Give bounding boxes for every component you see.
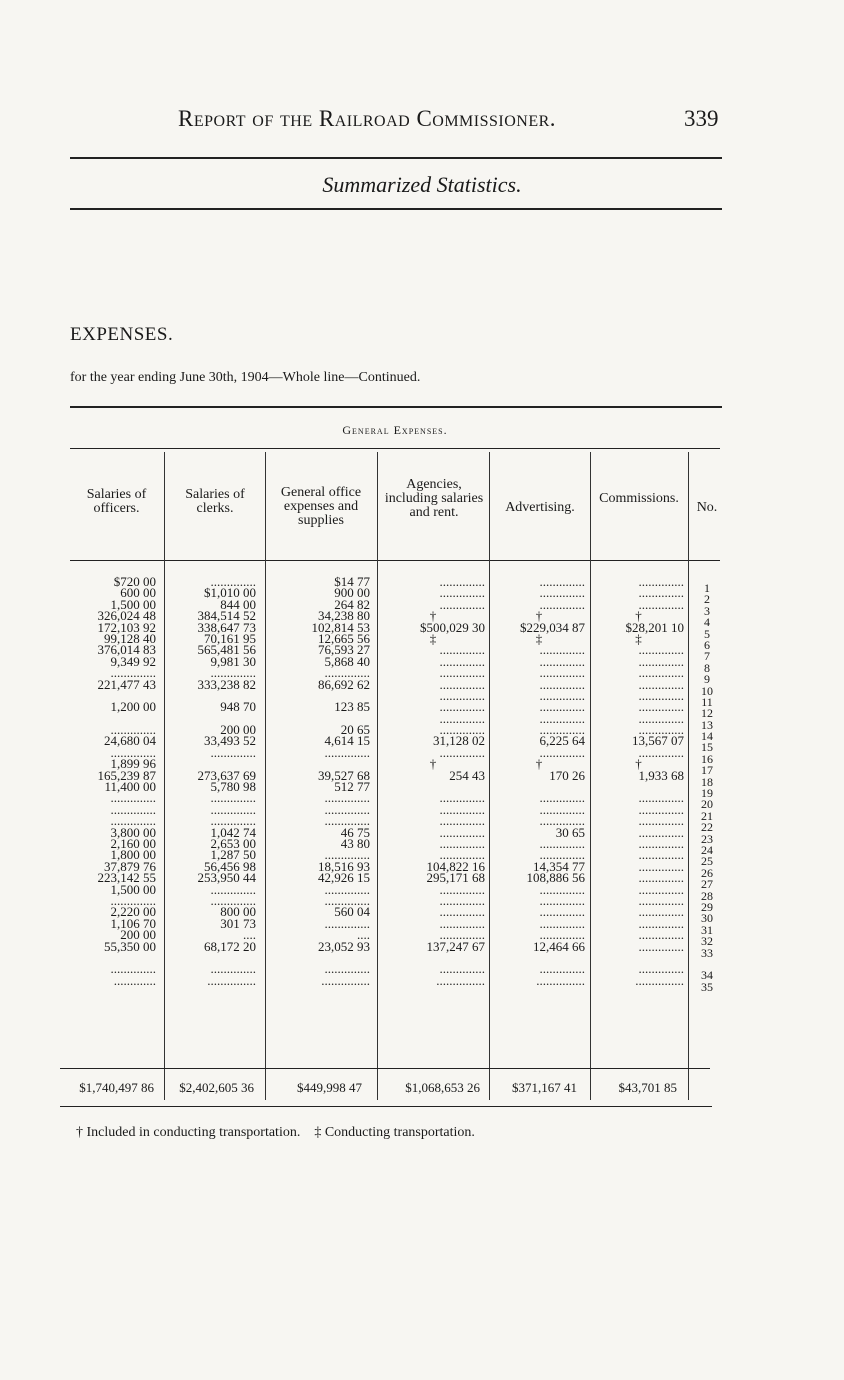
line-number: 1	[704, 581, 710, 595]
table-cell: 70,161 95	[204, 630, 256, 646]
table-cell: †	[429, 608, 437, 624]
table-cell: 55,350 00	[104, 938, 156, 954]
table-cell: 165,239 87	[97, 767, 156, 783]
table-cell: 1,200 00	[110, 699, 156, 715]
table-cell: ..............	[638, 574, 684, 589]
table-cell: ..............	[539, 801, 585, 817]
table-cell: ..............	[439, 892, 485, 908]
line-number: 4	[704, 615, 710, 630]
table-cell: ..............	[638, 665, 684, 681]
table-cell: 2,220 00	[110, 904, 156, 920]
totals-rule	[60, 1068, 710, 1069]
column-divider	[164, 452, 165, 1100]
table-cell: 512 77	[334, 779, 370, 795]
line-number: 17	[701, 763, 713, 778]
column-divider	[377, 452, 378, 1100]
line-number: 33	[701, 945, 713, 960]
table-cell: ..............	[210, 744, 256, 760]
header-salaries-officers: Salaries of officers.	[86, 487, 147, 516]
table-cell: $28,201 10	[625, 619, 684, 635]
table-cell: ..............	[210, 813, 256, 829]
table-cell: 170 26	[549, 767, 585, 783]
table-cell: ..............	[539, 574, 585, 589]
table-cell: ..............	[210, 665, 256, 681]
table-cell: ..............	[539, 722, 585, 738]
table-cell: ..............	[638, 790, 684, 806]
bottom-rule	[60, 1106, 712, 1107]
line-number: 14	[701, 729, 713, 744]
table-cell: ..............	[210, 892, 256, 908]
table-cell: 948 70	[220, 699, 256, 715]
table-cell: ..............	[539, 813, 585, 829]
column-agencies	[381, 576, 485, 986]
table-cell: 3,800 00	[110, 824, 156, 840]
table-cell: 1,500 00	[110, 596, 156, 612]
table-cell: 11,400 00	[104, 779, 156, 795]
table-cell: ‡	[635, 630, 642, 646]
table-cell: ..............	[638, 676, 684, 692]
column-divider	[590, 452, 591, 1100]
table-cell: †	[635, 756, 642, 772]
table-cell: ..............	[439, 699, 485, 715]
table-cell: 253,950 44	[197, 870, 256, 886]
total-advertising: $371,167 41	[512, 1080, 577, 1095]
column-salaries-clerks	[166, 576, 256, 986]
table-cell: ..............	[539, 710, 585, 726]
table-cell: ..............	[110, 744, 156, 760]
table-cell: 223,142 55	[97, 870, 156, 886]
column-advertising	[493, 576, 585, 986]
line-number: 5	[704, 626, 710, 641]
table-cell: ..............	[324, 915, 370, 931]
table-cell: 68,172 20	[204, 938, 256, 954]
line-number: 25	[701, 854, 713, 869]
table-cell: 1,899 96	[110, 756, 156, 772]
table-cell: ..............	[110, 722, 156, 738]
table-cell: ..............	[439, 881, 485, 897]
table-cell: ..............	[439, 847, 485, 863]
table-cell: ..............	[110, 813, 156, 829]
subtitle-rule	[70, 208, 722, 210]
table-cell: ..............	[539, 835, 585, 851]
header-agencies: Agencies, including salaries and rent.	[384, 477, 484, 520]
line-number: 19	[701, 786, 713, 801]
table-cell: ..............	[439, 665, 485, 681]
table-cell: ..............	[638, 722, 684, 738]
table-cell: 1,287 50	[210, 847, 256, 863]
table-cell: 172,103 92	[97, 619, 156, 635]
table-cell: 254 43	[449, 767, 485, 783]
table-cell: ..............	[638, 915, 684, 931]
table-cell: 137,247 67	[426, 938, 485, 954]
table-cell: ..............	[110, 892, 156, 908]
table-cell: 9,981 30	[210, 653, 256, 669]
line-number: 15	[701, 740, 713, 755]
table-cell: ...............	[536, 972, 585, 988]
line-number: 2	[704, 592, 710, 607]
table-cell: 5,868 40	[324, 653, 370, 669]
line-number: 35	[701, 979, 713, 994]
table-cell: ..............	[324, 801, 370, 817]
table-cell: ..............	[439, 687, 485, 703]
table-cell: 338,647 73	[197, 619, 256, 635]
table-cell: 560 04	[334, 904, 370, 920]
table-cell: ..............	[638, 653, 684, 669]
table-cell: ..............	[638, 847, 684, 863]
table-cell: ‡	[535, 630, 543, 646]
table-cell: $500,029 30	[420, 619, 485, 635]
table-cell: 31,128 02	[433, 733, 485, 749]
total-general-office: $449,998 47	[297, 1080, 362, 1095]
table-cell: ..............	[638, 801, 684, 817]
page-number: 339	[684, 106, 719, 131]
table-cell: ..............	[638, 585, 684, 601]
table-cell: ..............	[539, 699, 585, 715]
table-cell: ..............	[638, 938, 684, 954]
table-cell: 102,814 53	[311, 619, 370, 635]
table-cell: ..............	[638, 858, 684, 874]
table-cell: ..............	[324, 813, 370, 829]
footnotes: † Included in conducting transportation. ‡ Conducting transportation.	[76, 1125, 475, 1140]
table-cell: ..............	[539, 687, 585, 703]
table-cell: ..............	[539, 881, 585, 897]
table-cell: $229,034 87	[520, 619, 585, 635]
table-cell: ....	[357, 927, 370, 943]
table-cell: 301 73	[220, 915, 256, 931]
table-cell: ..............	[539, 642, 585, 658]
line-number: 23	[701, 831, 713, 846]
table-cell: ..............	[210, 790, 256, 806]
table-cell: ..............	[539, 961, 585, 977]
table-cell: ..............	[439, 835, 485, 851]
table-cell: ..............	[324, 961, 370, 977]
table-cell: 565,481 56	[197, 642, 256, 658]
table-cell: †	[535, 756, 543, 772]
table-cell: ..............	[439, 676, 485, 692]
line-number: 21	[701, 808, 713, 823]
table-cell: †	[429, 756, 437, 772]
table-cell: 1,106 70	[110, 915, 156, 931]
table-cell: 42,926 15	[318, 870, 370, 886]
table-cell: 86,692 62	[318, 676, 370, 692]
table-cell: ..............	[439, 596, 485, 612]
table-cell: ...............	[436, 972, 485, 988]
table-cell: ..............	[539, 596, 585, 612]
table-cell: 9,349 92	[110, 653, 156, 669]
header-advertising: Advertising.	[505, 500, 575, 515]
header-general-office: General office expenses and supplies	[280, 485, 362, 528]
table-cell: ..............	[638, 824, 684, 840]
table-cell: ..............	[638, 813, 684, 829]
table-cell: 18,516 93	[318, 858, 370, 874]
table-cell: ...............	[635, 972, 684, 988]
table-cell: ..............	[638, 596, 684, 612]
table-cell: ..............	[210, 961, 256, 977]
table-cell: ..............	[539, 585, 585, 601]
table-cell: ....	[243, 927, 256, 943]
table-cell: ..............	[539, 665, 585, 681]
table-cell: 273,637 69	[197, 767, 256, 783]
table-cell: 13,567 07	[632, 733, 684, 749]
table-cell: ..............	[439, 801, 485, 817]
table-cell: ..............	[539, 847, 585, 863]
table-cell: ..............	[539, 927, 585, 943]
table-cell: ..............	[439, 642, 485, 658]
table-cell: .............	[113, 972, 156, 988]
table-cell: 800 00	[220, 904, 256, 920]
table-cell: ..............	[638, 961, 684, 977]
table-cell: 295,171 68	[426, 870, 485, 886]
table-cell: ‡	[429, 630, 437, 646]
table-cell: 264 82	[334, 596, 370, 612]
table-cell: $720 00	[113, 574, 156, 589]
table-cell: ..............	[539, 904, 585, 920]
table-cell: ..............	[439, 927, 485, 943]
table-cell: 2,653 00	[210, 835, 256, 851]
table-cell: ..............	[324, 881, 370, 897]
header-rule	[70, 560, 720, 561]
table-cell: ..............	[324, 744, 370, 760]
table-cell: 1,800 00	[110, 847, 156, 863]
table-cell: 221,477 43	[97, 676, 156, 692]
header-salaries-clerks: Salaries of clerks.	[185, 487, 245, 516]
table-cell: 6,225 64	[539, 733, 585, 749]
line-number: 26	[701, 865, 713, 880]
table-cell: ..............	[539, 653, 585, 669]
table-cell: 43 80	[340, 835, 370, 851]
table-cell: 108,886 56	[526, 870, 585, 886]
table-caption: for the year ending June 30th, 1904—Whole line—Continued.	[70, 370, 421, 385]
column-divider	[489, 452, 490, 1100]
table-cell: 376,014 83	[97, 642, 156, 658]
table-cell: †	[535, 608, 543, 624]
table-cell: ..............	[439, 744, 485, 760]
table-cell: ..............	[210, 801, 256, 817]
page-subtitle: Summarized Statistics.	[322, 172, 522, 197]
line-number: 29	[701, 899, 713, 914]
running-head: Report of the Railroad Commissioner.	[178, 106, 557, 131]
table-cell: ..............	[439, 574, 485, 589]
table-cell: 20 65	[340, 722, 370, 738]
table-cell: ..............	[110, 790, 156, 806]
column-general-office	[270, 576, 370, 986]
table-cell: 2,160 00	[110, 835, 156, 851]
table-cell: ..............	[539, 744, 585, 760]
table-cell: ..............	[439, 961, 485, 977]
line-number: 31	[701, 922, 713, 937]
table-cell: 200 00	[220, 722, 256, 738]
line-number: 3	[704, 603, 710, 618]
table-cell: ...............	[321, 972, 370, 988]
table-cell: ..............	[439, 824, 485, 840]
table-cell: ..............	[638, 710, 684, 726]
group-rule	[70, 448, 720, 449]
line-number: 18	[701, 774, 713, 789]
line-number: 8	[704, 660, 710, 675]
line-number: 32	[701, 934, 713, 949]
table-cell: 30 65	[555, 824, 585, 840]
line-number: 30	[701, 911, 713, 926]
table-cell: 900 00	[334, 585, 370, 601]
table-cell: 5,780 98	[210, 779, 256, 795]
line-number: 27	[701, 877, 713, 892]
total-salaries-clerks: $2,402,605 36	[179, 1080, 254, 1095]
header-commissions: Commissions.	[599, 491, 679, 506]
line-number: 16	[701, 751, 713, 766]
table-cell: 1,500 00	[110, 881, 156, 897]
table-cell: ..............	[439, 790, 485, 806]
table-cell: ..............	[439, 585, 485, 601]
table-cell: ..............	[539, 892, 585, 908]
table-cell: ..............	[210, 881, 256, 897]
table-cell: $14 77	[334, 574, 370, 589]
column-commissions	[593, 576, 684, 986]
table-cell: ..............	[539, 790, 585, 806]
table-cell: ..............	[638, 699, 684, 715]
column-divider	[265, 452, 266, 1100]
table-cell: ..............	[439, 653, 485, 669]
line-number: 7	[704, 649, 710, 664]
table-cell: 76,593 27	[318, 642, 370, 658]
table-cell: ..............	[439, 813, 485, 829]
table-cell: ..............	[638, 744, 684, 760]
table-cell: 104,822 16	[426, 858, 485, 874]
table-cell: 12,665 56	[318, 630, 370, 646]
table-cell: ..............	[324, 790, 370, 806]
table-cell: 123 85	[334, 699, 370, 715]
table-cell: 37,879 76	[104, 858, 156, 874]
line-number: 34	[701, 968, 713, 983]
table-cell: ..............	[638, 881, 684, 897]
table-cell: ..............	[638, 870, 684, 886]
table-cell: 99,128 40	[104, 630, 156, 646]
line-number: 22	[701, 820, 713, 835]
total-agencies: $1,068,653 26	[405, 1080, 480, 1095]
table-cell: ..............	[439, 722, 485, 738]
table-cell: 46 75	[340, 824, 370, 840]
table-cell: †	[635, 608, 642, 624]
line-number: 10	[701, 683, 713, 698]
table-cell: ...............	[207, 972, 256, 988]
table-cell: 14,354 77	[533, 858, 585, 874]
line-number: 20	[701, 797, 713, 812]
table-cell: ..............	[638, 835, 684, 851]
column-salaries-officers	[66, 576, 156, 986]
header-number: No.	[696, 500, 718, 515]
table-cell: ..............	[110, 665, 156, 681]
table-cell: ..............	[324, 665, 370, 681]
table-cell: ..............	[324, 892, 370, 908]
table-cell: 1,042 74	[210, 824, 256, 840]
table-cell: $1,010 00	[204, 585, 256, 601]
top-rule	[70, 157, 722, 159]
line-number: 6	[704, 637, 710, 652]
line-number: 24	[701, 842, 713, 857]
table-cell: ..............	[110, 801, 156, 817]
column-divider	[688, 452, 689, 1100]
total-commissions: $43,701 85	[618, 1080, 677, 1095]
table-cell: ..............	[638, 687, 684, 703]
table-top-rule	[70, 406, 722, 408]
line-number: 13	[701, 717, 713, 732]
table-cell: 12,464 66	[533, 938, 585, 954]
line-number: 9	[704, 672, 710, 687]
line-number: 12	[701, 706, 713, 721]
total-salaries-officers: $1,740,497 86	[79, 1080, 154, 1095]
table-cell: ..............	[439, 904, 485, 920]
table-cell: 600 00	[120, 585, 156, 601]
table-cell: ..............	[638, 642, 684, 658]
table-cell: 1,933 68	[638, 767, 684, 783]
table-cell: 844 00	[220, 596, 256, 612]
table-cell: ..............	[539, 676, 585, 692]
table-cell: 34,238 80	[318, 608, 370, 624]
table-cell: ..............	[638, 892, 684, 908]
table-cell: ..............	[638, 927, 684, 943]
line-number: 11	[701, 694, 713, 709]
table-cell: ..............	[439, 710, 485, 726]
table-cell: 333,238 82	[197, 676, 256, 692]
group-heading: General Expenses.	[342, 423, 448, 437]
table-cell: 23,052 93	[318, 938, 370, 954]
table-cell: ..............	[638, 904, 684, 920]
table-cell: 4,614 15	[324, 733, 370, 749]
table-cell: 33,493 52	[204, 733, 256, 749]
table-cell: 39,527 68	[318, 767, 370, 783]
line-number: 28	[701, 888, 713, 903]
table-cell: ..............	[439, 915, 485, 931]
table-cell: 326,024 48	[97, 608, 156, 624]
table-cell: ..............	[110, 961, 156, 977]
table-cell: 56,456 98	[204, 858, 256, 874]
table-cell: ..............	[539, 915, 585, 931]
table-cell: ..............	[210, 574, 256, 589]
column-line-numbers	[697, 583, 717, 993]
section-title: EXPENSES.	[70, 324, 174, 345]
table-cell: ..............	[324, 847, 370, 863]
table-cell: 200 00	[120, 927, 156, 943]
table-cell: 24,680 04	[104, 733, 156, 749]
table-cell: 384,514 52	[197, 608, 256, 624]
